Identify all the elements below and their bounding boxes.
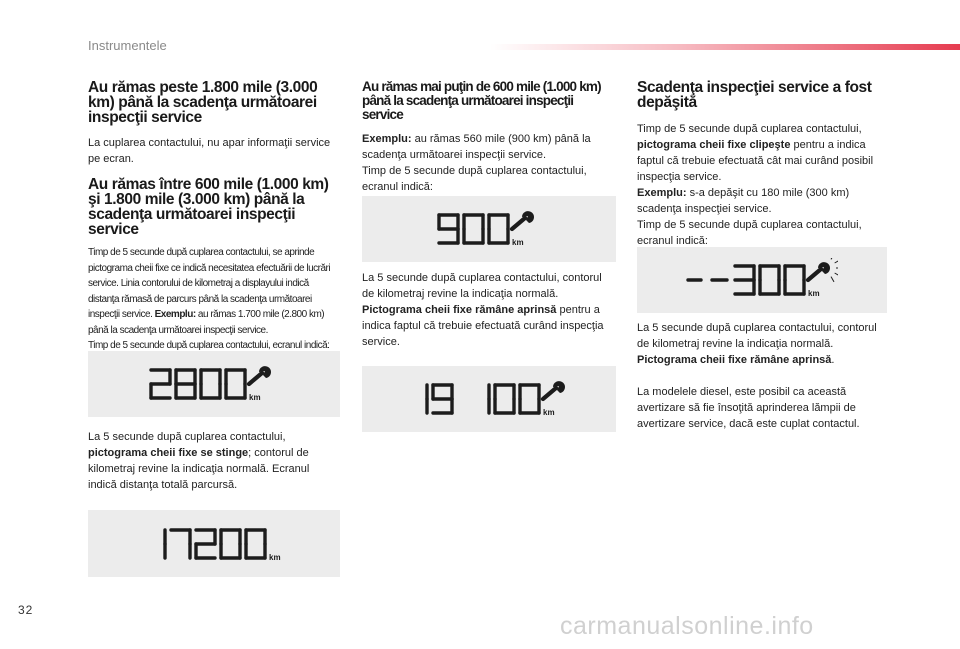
odometer-display-17200 <box>88 510 340 577</box>
example-text: au rămas 1.700 mile (2.800 km) până la scadenţa următoarei inspecţii service. <box>88 309 325 336</box>
unit-label: km <box>542 408 555 417</box>
paragraph-example <box>362 131 616 195</box>
section-title-over-3000: Au rămas peste 1.800 mile (3.000 km) până la scadenţa următoarei inspecţii service <box>88 79 318 126</box>
wrench-icon <box>543 381 565 399</box>
text: La 5 secunde după cuplarea contactului, contorul de kilometraj revine la indicaţia normală. <box>362 272 602 300</box>
text: . <box>831 354 835 366</box>
lcd-readout <box>686 258 838 302</box>
section-title-overdue: Scadenţa inspecţiei service a fost depăşită <box>637 79 872 111</box>
example-label: Exemplu: <box>362 133 412 145</box>
section-title-1000-3000: Au rămas între 600 mile (1.000 km) şi 1.800 mile (3.000 km) până la scadenţa următoarei inspecţii service <box>88 176 329 238</box>
text: pentru a indica faptul că trebuie efectuată curând inspecţia service. <box>362 304 604 348</box>
text: ; contorul de kilometraj revine la indicaţia normală. Ecranul indică distanţa totală parcursă. <box>88 447 310 491</box>
column-1 <box>88 80 340 354</box>
text: Timp de 5 secunde după cuplarea contactului, <box>637 123 862 135</box>
unit-label: km <box>268 552 281 562</box>
paragraph-diesel-note: La modelele diesel, este posibil ca această avertizare să fie însoţită aprinderea lămpii de avertizare service, dacă este cuplat contactul. <box>637 386 860 430</box>
bold-text: Pictograma cheii fixe rămâne aprinsă <box>637 354 832 366</box>
wrench-icon <box>249 366 271 384</box>
page-number: 32 <box>18 603 34 617</box>
text: Timp de 5 secunde după cuplarea contactului, ecranul indică: <box>637 219 862 247</box>
flash-rays-icon <box>831 258 838 282</box>
text: pentru a indica faptul că trebuie efectuată cât mai curând posibil inspecţia service. <box>637 139 874 183</box>
paragraph-wrench-lights <box>88 245 340 354</box>
example-text: au rămas 560 mile (900 km) până la scadenţa următoarei inspecţii service. <box>362 133 591 161</box>
unit-label: km <box>249 393 261 402</box>
paragraph-wrench-flashes <box>637 121 887 249</box>
unit-label: km <box>511 238 524 247</box>
wrench-icon <box>808 262 830 280</box>
odometer-display-19100 <box>362 366 616 432</box>
example-text: s-a depăşit cu 180 mile (300 km) scadenţa inspecţiei service. <box>637 187 850 215</box>
text: Timp de 5 secunde după cuplarea contactului, ecranul indică: <box>362 165 587 193</box>
bold-text: pictograma cheii fixe se stinge <box>88 447 249 459</box>
text: La 5 secunde după cuplarea contactului, contorul de kilometraj revine la indicaţia normală. <box>637 322 877 350</box>
odometer-display-minus-300 <box>637 247 887 313</box>
odometer-display-2800 <box>88 351 340 417</box>
odometer-display-900 <box>362 196 616 262</box>
paragraph-no-info: La cuplarea contactului, nu apar informaţii service pe ecran. <box>88 137 331 165</box>
bold-text: Pictograma cheii fixe rămâne aprinsă <box>362 304 557 316</box>
text: Timp de 5 secunde după cuplarea contactului, se aprinde pictograma cheii fixe ce indică necesitatea efectuării de lucrări service. Linia contorului de kilometraj a displayului indică distanţa rămasă de parcurs până la scadenţa următoarei inspecţii service. <box>88 247 331 320</box>
section-header: Instrumentele <box>88 38 167 53</box>
bold-text: pictograma cheii fixe clipeşte <box>637 139 791 151</box>
lcd-readout <box>144 522 285 566</box>
column-3 <box>637 80 887 249</box>
section-title-under-1000: Au rămas mai puţin de 600 mile (1.000 km) până la scadenţa următoarei inspecţii service <box>362 79 601 122</box>
example-label: Exemplu: <box>154 309 196 320</box>
header-accent-bar <box>490 44 960 50</box>
lcd-readout <box>406 377 573 421</box>
example-label: Exemplu: <box>637 187 687 199</box>
paragraph-wrench-remains-overdue <box>637 320 887 368</box>
column-2 <box>362 80 616 195</box>
watermark: carmanualsonline.info <box>560 612 814 640</box>
wrench-icon <box>512 211 534 229</box>
lcd-readout <box>149 362 279 406</box>
unit-label: km <box>808 289 820 298</box>
lcd-readout <box>437 207 542 251</box>
paragraph-wrench-remains <box>362 270 616 350</box>
paragraph-wrench-off <box>88 429 340 493</box>
example-line <box>637 185 887 217</box>
text: Timp de 5 secunde după cuplarea contactului, ecranul indică: <box>88 340 330 351</box>
text: La 5 secunde după cuplarea contactului, <box>88 431 286 443</box>
